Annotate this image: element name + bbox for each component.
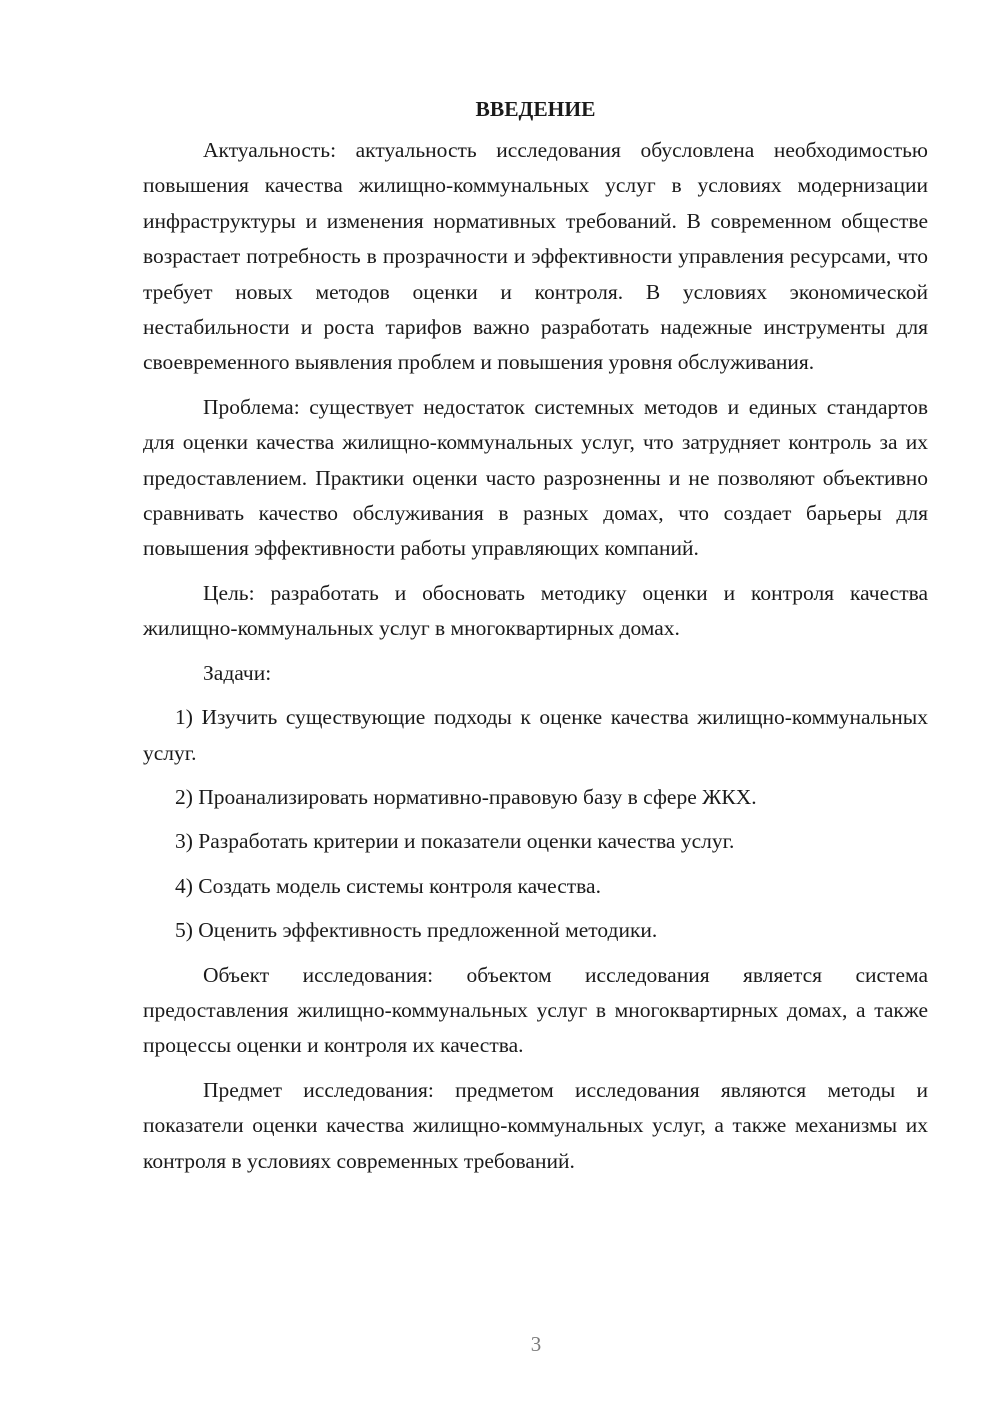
paragraph-problem: Проблема: существует недостаток системных методов и единых стандартов для оценки качества жилищно-коммунальных услуг, что затрудняет контроль за их предоставлением. Практики оценки часто разрозненны и не позволяют объективно сравнивать качество обслуживания в разных домах, что создает барьеры для повышения эффективности работы управляющих компаний. <box>143 394 928 561</box>
page-number: 3 <box>530 1332 542 1356</box>
task-item: 1) Изучить существующие подходы к оценке качества жилищно-коммунальных услуг. <box>143 705 928 765</box>
paragraph-subject: Предмет исследования: предметом исследования являются методы и показатели оценки качества жилищно-коммунальных услуг, а также механизмы их контроля в условиях современных требований. <box>143 1077 928 1173</box>
task-item: 3) Разработать критерии и показатели оценки качества услуг. <box>175 829 735 854</box>
document-page <box>143 92 928 1188</box>
paragraph-relevance: Актуальность: актуальность исследования обусловлена необходимостью повышения качества жилищно-коммунальных услуг в условиях модернизации инфраструктуры и изменения нормативных требований. В современном обществе возрастает потребность в прозрачности и эффективности управления ресурсами, что требует новых методов оценки и контроля. В условиях экономической нестабильности и роста тарифов важно разработать надежные инструменты для своевременного выявления проблем и повышения уровня обслуживания. <box>143 138 928 375</box>
task-item: 2) Проанализировать нормативно-правовую базу в сфере ЖКХ. <box>175 784 757 809</box>
paragraph-object: Объект исследования: объектом исследования является система предоставления жилищно-коммунальных услуг в многоквартирных домах, а также процессы оценки и контроля их качества. <box>143 962 928 1058</box>
task-item: 5) Оценить эффективность предложенной методики. <box>175 918 658 943</box>
tasks-label: Задачи: <box>203 660 272 685</box>
section-title: ВВЕДЕНИЕ <box>475 97 596 121</box>
task-item: 4) Создать модель системы контроля качества. <box>175 873 601 898</box>
paragraph-goal: Цель: разработать и обосновать методику оценки и контроля качества жилищно-коммунальных услуг в многоквартирных домах. <box>143 580 928 641</box>
